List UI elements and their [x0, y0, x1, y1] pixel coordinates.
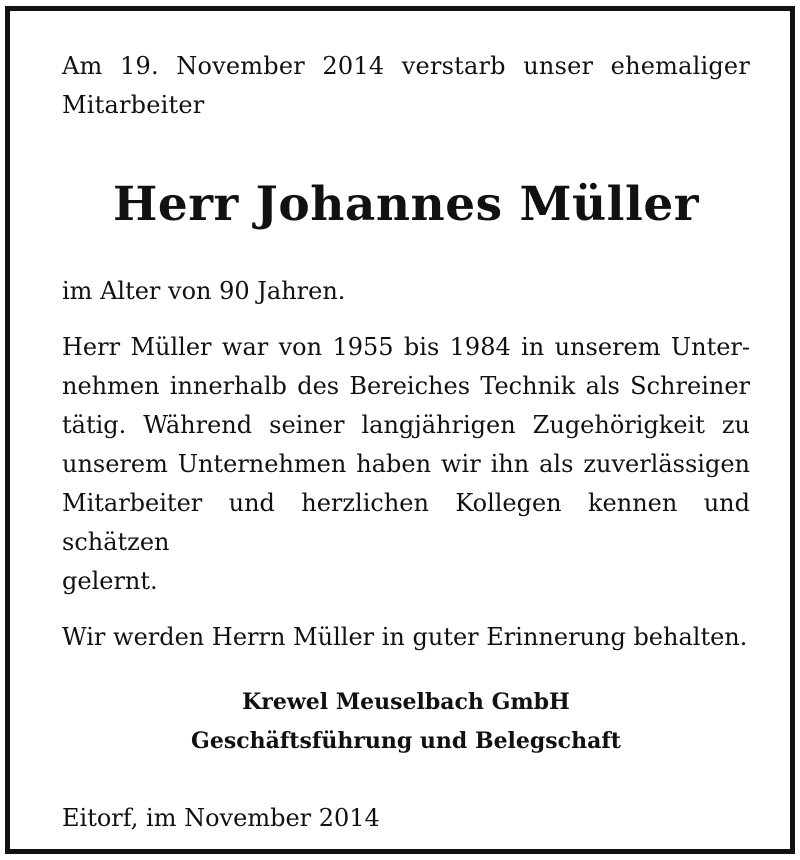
body-paragraph	[62, 328, 750, 601]
signature-block	[62, 683, 750, 761]
body-line: gelernt.	[62, 567, 158, 595]
intro-paragraph	[62, 47, 750, 125]
intro-line: Am 19. November 2014 verstarb unser ehemaliger	[62, 52, 750, 80]
age-line: im Alter von 90 Jahren.	[62, 277, 346, 305]
company-name: Krewel Meuselbach GmbH	[242, 689, 570, 715]
obituary-content	[62, 47, 750, 832]
body-line: Mitarbeiter und herzlichen Kollegen kennen und schätzen	[62, 489, 750, 556]
closing-sentence: Wir werden Herrn Müller in guter Erinnerung behalten.	[62, 623, 748, 651]
body-line: unserem Unternehmen haben wir ihn als zuverlässigen	[62, 450, 750, 478]
department-line: Geschäftsführung und Belegschaft	[191, 728, 621, 754]
body-line: nehmen innerhalb des Bereiches Technik als Schreiner	[62, 372, 750, 400]
deceased-name: Herr Johannes Müller	[112, 177, 700, 232]
body-line: tätig. Während seiner langjährigen Zugehörigkeit zu	[62, 411, 750, 439]
place-date: Eitorf, im November 2014	[62, 804, 380, 832]
obituary-frame	[5, 6, 795, 854]
intro-line: Mitarbeiter	[62, 91, 205, 119]
body-line: Herr Müller war von 1955 bis 1984 in unserem Unter-	[62, 333, 750, 361]
